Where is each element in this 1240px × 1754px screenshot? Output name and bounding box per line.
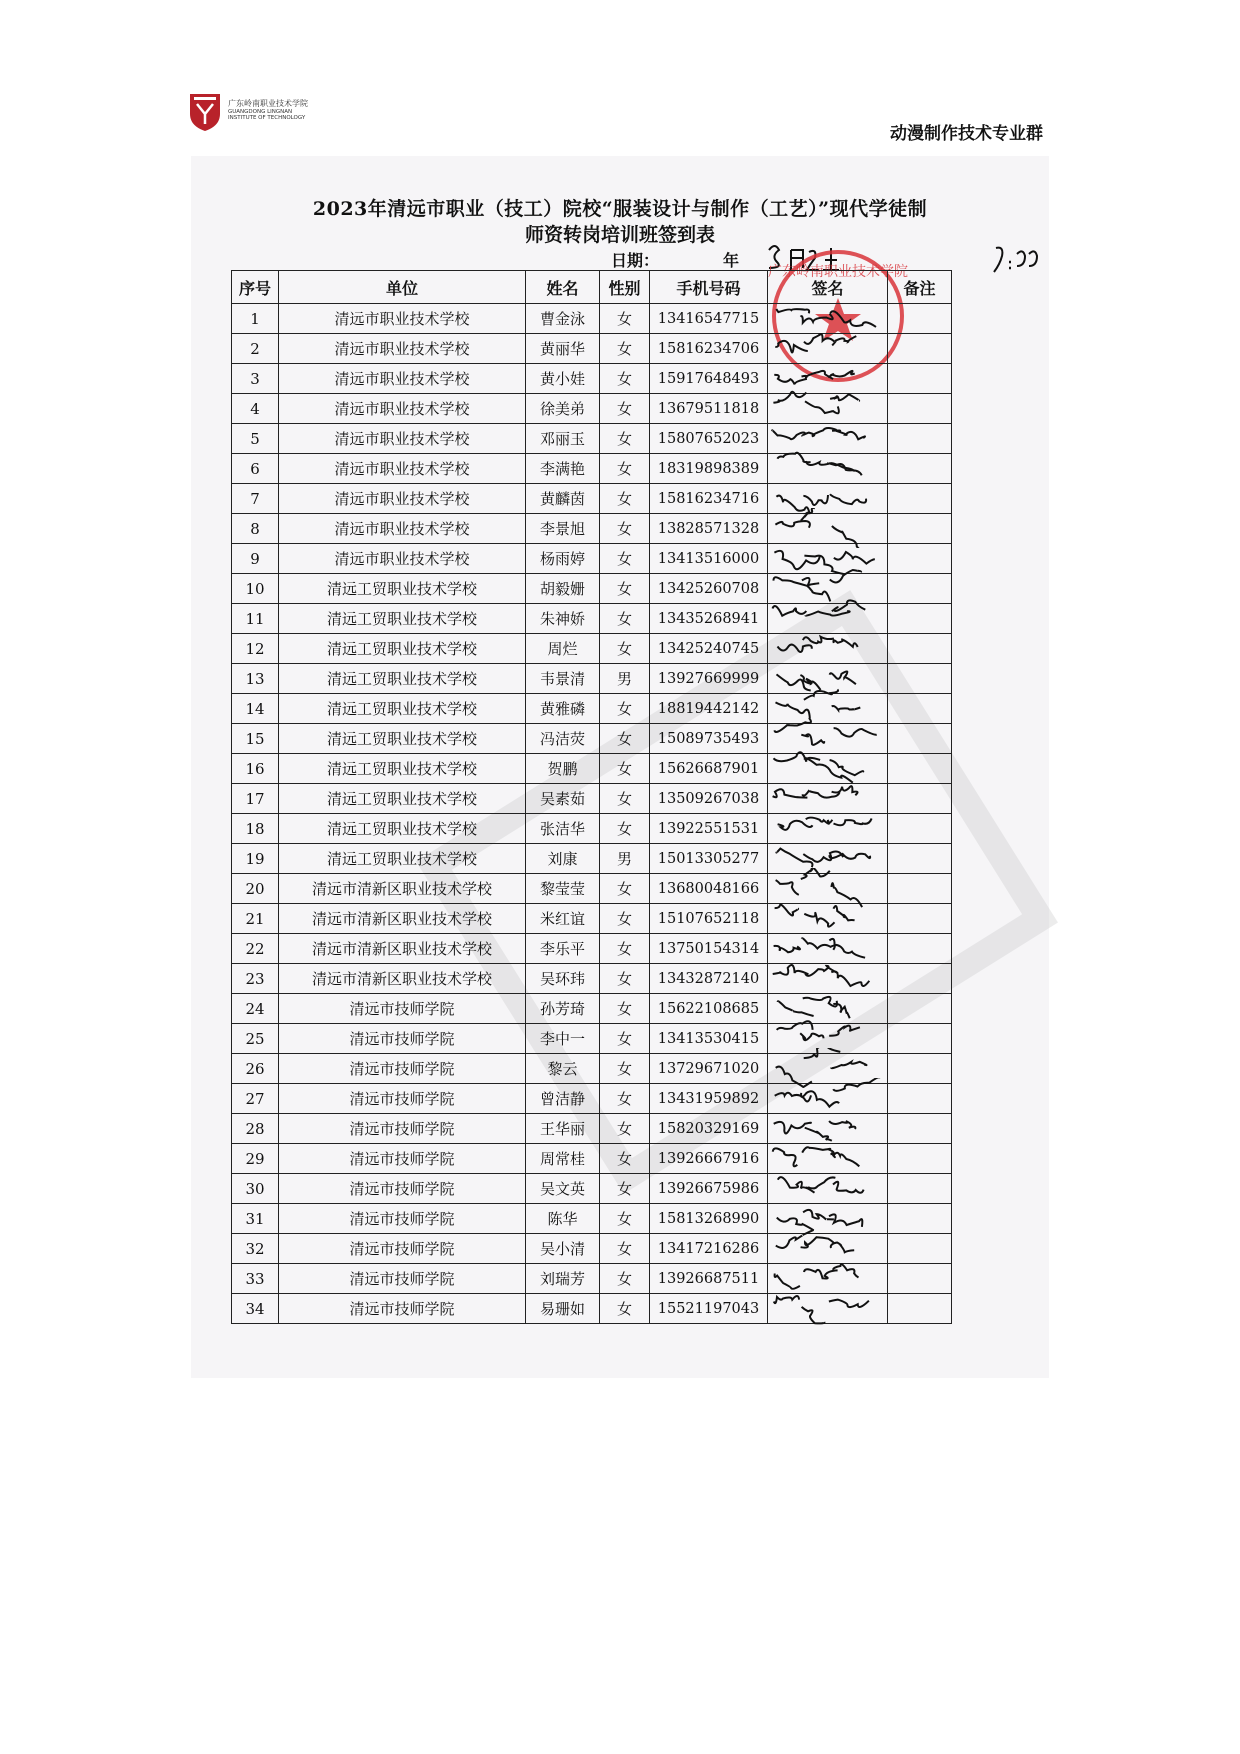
row-name: 杨雨婷 xyxy=(526,544,600,574)
row-unit: 清远工贸职业技术学校 xyxy=(279,664,526,694)
row-name: 张洁华 xyxy=(526,814,600,844)
row-number: 30 xyxy=(232,1174,279,1204)
row-phone: 15521197043 xyxy=(650,1294,768,1324)
row-remarks xyxy=(888,784,952,814)
row-unit: 清远市清新区职业技术学校 xyxy=(279,964,526,994)
row-unit: 清远市清新区职业技术学校 xyxy=(279,934,526,964)
row-unit: 清远工贸职业技术学校 xyxy=(279,634,526,664)
row-remarks xyxy=(888,604,952,634)
row-gender: 女 xyxy=(600,1234,650,1264)
row-number: 14 xyxy=(232,694,279,724)
row-phone: 13425240745 xyxy=(650,634,768,664)
sheet-title: 2023年清远市职业（技工）院校“服装设计与制作（工艺）”现代学徒制 xyxy=(312,198,928,220)
row-remarks xyxy=(888,334,952,364)
header-no: 序号 xyxy=(232,271,279,304)
row-name: 刘康 xyxy=(526,844,600,874)
row-number: 10 xyxy=(232,574,279,604)
row-phone: 13413516000 xyxy=(650,544,768,574)
row-name: 李景旭 xyxy=(526,514,600,544)
row-gender: 女 xyxy=(600,1264,650,1294)
header-name: 姓名 xyxy=(526,271,600,304)
header-phone: 手机号码 xyxy=(650,271,768,304)
row-number: 11 xyxy=(232,604,279,634)
row-remarks xyxy=(888,1144,952,1174)
row-remarks xyxy=(888,904,952,934)
row-remarks xyxy=(888,1084,952,1114)
header-unit: 单位 xyxy=(279,271,526,304)
row-remarks xyxy=(888,394,952,424)
row-phone: 13679511818 xyxy=(650,394,768,424)
row-remarks xyxy=(888,634,952,664)
row-name: 李满艳 xyxy=(526,454,600,484)
row-gender: 女 xyxy=(600,1024,650,1054)
row-phone: 13750154314 xyxy=(650,934,768,964)
row-number: 4 xyxy=(232,394,279,424)
row-name: 朱神娇 xyxy=(526,604,600,634)
row-remarks xyxy=(888,874,952,904)
row-phone: 15089735493 xyxy=(650,724,768,754)
logo-name-cn: 广东岭南职业技术学院 xyxy=(228,99,308,108)
row-number: 3 xyxy=(232,364,279,394)
row-unit: 清远市技师学院 xyxy=(279,1294,526,1324)
row-remarks xyxy=(888,424,952,454)
row-phone: 15813268990 xyxy=(650,1204,768,1234)
row-number: 28 xyxy=(232,1114,279,1144)
date-label: 日期： xyxy=(611,251,660,270)
department-label: 动漫制作技术专业群 xyxy=(890,124,1043,144)
row-unit: 清远市技师学院 xyxy=(279,1054,526,1084)
row-phone: 13828571328 xyxy=(650,514,768,544)
row-phone: 13431959892 xyxy=(650,1084,768,1114)
row-unit: 清远市技师学院 xyxy=(279,1174,526,1204)
row-unit: 清远工贸职业技术学校 xyxy=(279,574,526,604)
row-remarks xyxy=(888,964,952,994)
row-phone: 13926687511 xyxy=(650,1264,768,1294)
row-gender: 女 xyxy=(600,544,650,574)
row-gender: 女 xyxy=(600,484,650,514)
row-number: 26 xyxy=(232,1054,279,1084)
row-phone: 15107652118 xyxy=(650,904,768,934)
row-number: 29 xyxy=(232,1144,279,1174)
row-gender: 女 xyxy=(600,514,650,544)
logo-name-en-2: INSTITUTE OF TECHNOLOGY xyxy=(228,115,306,121)
row-remarks xyxy=(888,1294,952,1324)
row-remarks xyxy=(888,514,952,544)
row-name: 李乐平 xyxy=(526,934,600,964)
row-unit: 清远市技师学院 xyxy=(279,1144,526,1174)
row-number: 21 xyxy=(232,904,279,934)
row-number: 1 xyxy=(232,304,279,334)
row-name: 王华丽 xyxy=(526,1114,600,1144)
row-phone: 15807652023 xyxy=(650,424,768,454)
row-remarks xyxy=(888,1234,952,1264)
row-name: 黄丽华 xyxy=(526,334,600,364)
row-unit: 清远市职业技术学校 xyxy=(279,454,526,484)
row-gender: 女 xyxy=(600,634,650,664)
row-phone: 13435268941 xyxy=(650,604,768,634)
row-phone: 15013305277 xyxy=(650,844,768,874)
row-gender: 女 xyxy=(600,394,650,424)
row-phone: 13432872140 xyxy=(650,964,768,994)
row-name: 周烂 xyxy=(526,634,600,664)
row-phone: 13926667916 xyxy=(650,1144,768,1174)
row-number: 25 xyxy=(232,1024,279,1054)
row-remarks xyxy=(888,454,952,484)
row-unit: 清远市技师学院 xyxy=(279,1234,526,1264)
row-number: 8 xyxy=(232,514,279,544)
row-name: 黄麟茵 xyxy=(526,484,600,514)
row-name: 冯洁荧 xyxy=(526,724,600,754)
row-unit: 清远市职业技术学校 xyxy=(279,514,526,544)
row-name: 吴素茹 xyxy=(526,784,600,814)
row-phone: 18319898389 xyxy=(650,454,768,484)
row-number: 18 xyxy=(232,814,279,844)
row-phone: 13729671020 xyxy=(650,1054,768,1084)
row-phone: 15626687901 xyxy=(650,754,768,784)
row-gender: 女 xyxy=(600,424,650,454)
row-phone: 18819442142 xyxy=(650,694,768,724)
row-name: 邓丽玉 xyxy=(526,424,600,454)
row-unit: 清远工贸职业技术学校 xyxy=(279,784,526,814)
row-name: 吴环玮 xyxy=(526,964,600,994)
table-row xyxy=(232,1294,952,1324)
row-remarks xyxy=(888,1204,952,1234)
header-signature: 签名 xyxy=(768,271,888,304)
row-remarks xyxy=(888,814,952,844)
row-name: 贺鹏 xyxy=(526,754,600,784)
row-number: 32 xyxy=(232,1234,279,1264)
school-emblem-icon xyxy=(188,92,222,132)
row-phone: 13413530415 xyxy=(650,1024,768,1054)
row-unit: 清远市职业技术学校 xyxy=(279,544,526,574)
row-gender: 女 xyxy=(600,1204,650,1234)
row-unit: 清远市职业技术学校 xyxy=(279,394,526,424)
row-name: 周常桂 xyxy=(526,1144,600,1174)
row-name: 曾洁静 xyxy=(526,1084,600,1114)
row-name: 吴文英 xyxy=(526,1174,600,1204)
row-remarks xyxy=(888,934,952,964)
school-logo xyxy=(188,92,328,136)
row-remarks xyxy=(888,694,952,724)
row-unit: 清远工贸职业技术学校 xyxy=(279,754,526,784)
row-gender: 女 xyxy=(600,454,650,484)
row-gender: 女 xyxy=(600,364,650,394)
row-unit: 清远市技师学院 xyxy=(279,1114,526,1144)
row-number: 31 xyxy=(232,1204,279,1234)
row-number: 2 xyxy=(232,334,279,364)
row-name: 徐美弟 xyxy=(526,394,600,424)
row-phone: 15816234706 xyxy=(650,334,768,364)
row-gender: 男 xyxy=(600,844,650,874)
row-gender: 女 xyxy=(600,754,650,784)
row-remarks xyxy=(888,724,952,754)
table-body xyxy=(232,304,952,1324)
row-name: 黄小娃 xyxy=(526,364,600,394)
row-phone: 15622108685 xyxy=(650,994,768,1024)
row-remarks xyxy=(888,664,952,694)
row-name: 黎云 xyxy=(526,1054,600,1084)
row-number: 15 xyxy=(232,724,279,754)
row-phone: 13922551531 xyxy=(650,814,768,844)
row-number: 7 xyxy=(232,484,279,514)
row-number: 23 xyxy=(232,964,279,994)
row-number: 17 xyxy=(232,784,279,814)
row-number: 13 xyxy=(232,664,279,694)
row-gender: 男 xyxy=(600,664,650,694)
row-name: 吴小清 xyxy=(526,1234,600,1264)
row-number: 27 xyxy=(232,1084,279,1114)
row-remarks xyxy=(888,1264,952,1294)
row-unit: 清远市职业技术学校 xyxy=(279,484,526,514)
row-name: 易珊如 xyxy=(526,1294,600,1324)
row-name: 陈华 xyxy=(526,1204,600,1234)
row-gender: 女 xyxy=(600,814,650,844)
row-gender: 女 xyxy=(600,604,650,634)
row-unit: 清远市技师学院 xyxy=(279,1264,526,1294)
row-remarks xyxy=(888,754,952,784)
row-gender: 女 xyxy=(600,1294,650,1324)
row-signature xyxy=(768,1294,888,1324)
row-number: 12 xyxy=(232,634,279,664)
row-number: 5 xyxy=(232,424,279,454)
row-gender: 女 xyxy=(600,994,650,1024)
row-gender: 女 xyxy=(600,934,650,964)
row-name: 刘瑞芳 xyxy=(526,1264,600,1294)
row-gender: 女 xyxy=(600,724,650,754)
row-unit: 清远市技师学院 xyxy=(279,1084,526,1114)
row-number: 33 xyxy=(232,1264,279,1294)
row-gender: 女 xyxy=(600,574,650,604)
row-remarks xyxy=(888,1054,952,1084)
row-phone: 15820329169 xyxy=(650,1114,768,1144)
row-phone: 13927669999 xyxy=(650,664,768,694)
row-number: 24 xyxy=(232,994,279,1024)
seal-text: 广东岭南职业技术学院 xyxy=(768,264,908,280)
row-remarks xyxy=(888,1174,952,1204)
row-gender: 女 xyxy=(600,334,650,364)
sheet-subtitle: 师资转岗培训班签到表 xyxy=(524,224,715,246)
row-name: 胡毅姗 xyxy=(526,574,600,604)
row-phone: 13425260708 xyxy=(650,574,768,604)
row-unit: 清远市技师学院 xyxy=(279,994,526,1024)
row-phone: 15917648493 xyxy=(650,364,768,394)
row-number: 9 xyxy=(232,544,279,574)
row-gender: 女 xyxy=(600,304,650,334)
row-phone: 13416547715 xyxy=(650,304,768,334)
row-name: 黎莹莹 xyxy=(526,874,600,904)
row-unit: 清远工贸职业技术学校 xyxy=(279,814,526,844)
row-remarks xyxy=(888,484,952,514)
row-number: 19 xyxy=(232,844,279,874)
row-remarks xyxy=(888,544,952,574)
row-unit: 清远工贸职业技术学校 xyxy=(279,604,526,634)
row-phone: 13417216286 xyxy=(650,1234,768,1264)
logo-name-en-1: GUANGDONG LINGNAN xyxy=(228,109,293,115)
row-unit: 清远市职业技术学校 xyxy=(279,304,526,334)
row-name: 米红谊 xyxy=(526,904,600,934)
row-gender: 女 xyxy=(600,1144,650,1174)
row-number: 6 xyxy=(232,454,279,484)
header-remarks: 备注 xyxy=(888,271,952,304)
row-gender: 女 xyxy=(600,694,650,724)
row-name: 韦景清 xyxy=(526,664,600,694)
sign-in-table xyxy=(231,270,952,1324)
row-unit: 清远工贸职业技术学校 xyxy=(279,844,526,874)
row-unit: 清远市职业技术学校 xyxy=(279,364,526,394)
row-unit: 清远市技师学院 xyxy=(279,1024,526,1054)
row-name: 李中一 xyxy=(526,1024,600,1054)
row-phone: 15816234716 xyxy=(650,484,768,514)
row-unit: 清远市清新区职业技术学校 xyxy=(279,904,526,934)
row-number: 20 xyxy=(232,874,279,904)
row-remarks xyxy=(888,364,952,394)
row-unit: 清远工贸职业技术学校 xyxy=(279,694,526,724)
row-unit: 清远工贸职业技术学校 xyxy=(279,724,526,754)
scanned-sheet xyxy=(191,156,1049,1378)
row-remarks xyxy=(888,994,952,1024)
row-name: 黄雅磷 xyxy=(526,694,600,724)
row-gender: 女 xyxy=(600,1174,650,1204)
row-remarks xyxy=(888,574,952,604)
row-gender: 女 xyxy=(600,784,650,814)
row-number: 16 xyxy=(232,754,279,784)
row-number: 22 xyxy=(232,934,279,964)
row-gender: 女 xyxy=(600,1054,650,1084)
row-name: 孙芳琦 xyxy=(526,994,600,1024)
header-gender: 性别 xyxy=(600,271,650,304)
handwritten-signature xyxy=(764,1288,882,1328)
row-unit: 清远市清新区职业技术学校 xyxy=(279,874,526,904)
row-name: 曹金泳 xyxy=(526,304,600,334)
row-phone: 13680048166 xyxy=(650,874,768,904)
row-unit: 清远市技师学院 xyxy=(279,1204,526,1234)
row-gender: 女 xyxy=(600,1114,650,1144)
row-gender: 女 xyxy=(600,964,650,994)
row-gender: 女 xyxy=(600,1084,650,1114)
row-remarks xyxy=(888,1114,952,1144)
row-remarks xyxy=(888,844,952,874)
row-number: 34 xyxy=(232,1294,279,1324)
row-remarks xyxy=(888,1024,952,1054)
row-gender: 女 xyxy=(600,874,650,904)
row-phone: 13926675986 xyxy=(650,1174,768,1204)
date-year-label: 年 xyxy=(723,251,740,270)
row-unit: 清远市职业技术学校 xyxy=(279,334,526,364)
row-remarks xyxy=(888,304,952,334)
row-unit: 清远市职业技术学校 xyxy=(279,424,526,454)
row-gender: 女 xyxy=(600,904,650,934)
row-phone: 13509267038 xyxy=(650,784,768,814)
